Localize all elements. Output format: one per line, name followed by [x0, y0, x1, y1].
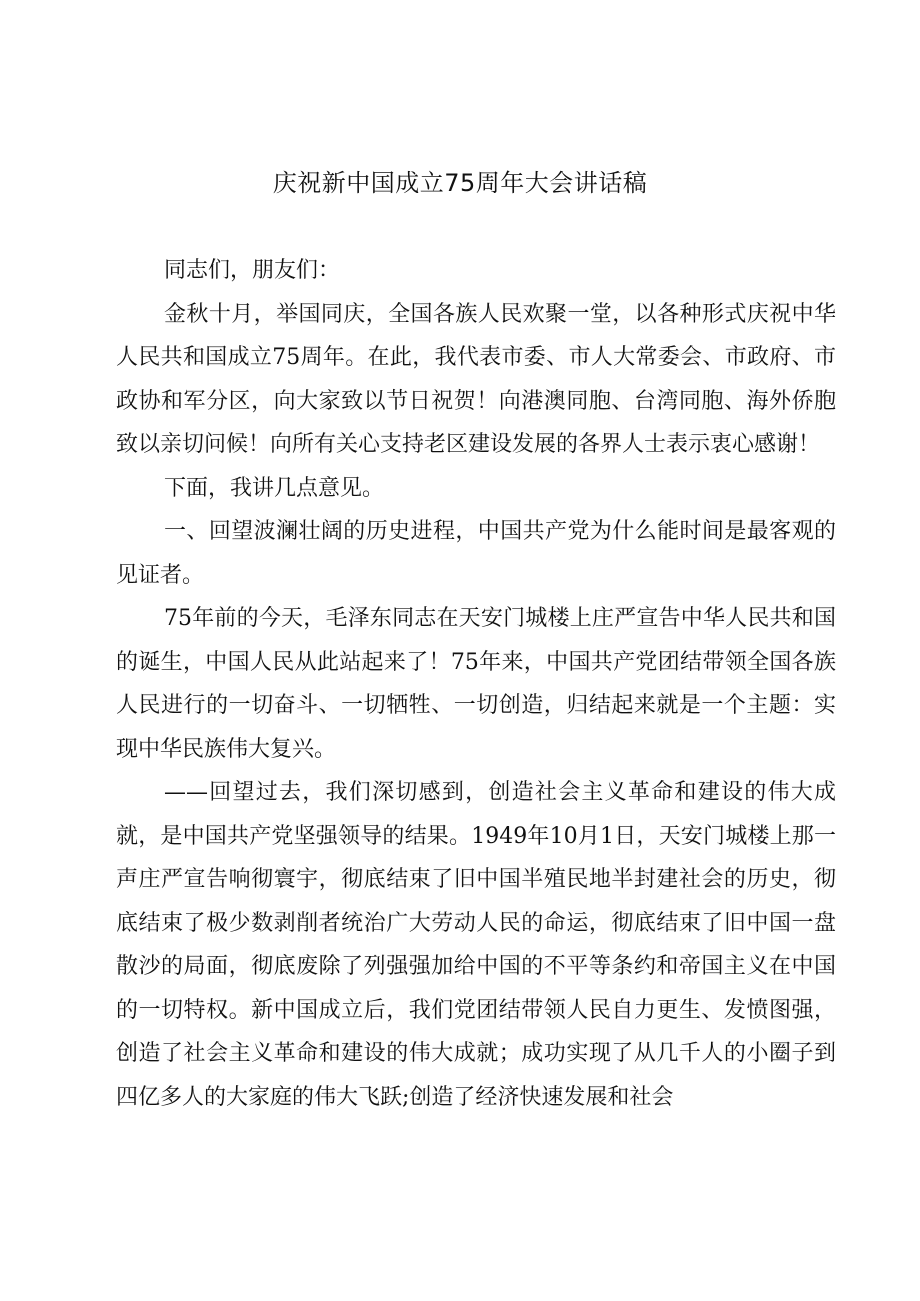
- paragraph-intro: 下面，我讲几点意见。: [164, 475, 385, 501]
- document-title: 庆祝新中国成立75周年大会讲话稿: [272, 169, 648, 197]
- paragraph-salutation: 同志们，朋友们：: [164, 258, 341, 283]
- document-body: [116, 249, 836, 1119]
- paragraph-greeting: 金秋十月，举国同庆，全国各族人民欢聚一堂，以各种形式庆祝中华人民共和国成立75周年。在此，我代表市委、市人大常委会、市政府、市政协和军分区，向大家致以节日祝贺！向港澳同胞、台湾同胞、海外侨胞致以亲切问候！向所有关心支持老区建设发展的各界人士表示衷心感谢！: [116, 301, 836, 457]
- paragraph-review: ——回望过去，我们深切感到，创造社会主义革命和建设的伟大成就，是中国共产党坚强领导的结果。1949年10月1日，天安门城楼上那一声庄严宣告响彻寰宇，彻底结束了旧中国半殖民地半封建社会的历史，彻底结束了极少数剥削者统治广大劳动人民的命运，彻底结束了旧中国一盘散沙的局面，彻底废除了列强强加给中国的不平等条约和帝国主义在中国的一切特权。新中国成立后，我们党团结带领人民自力更生、发愤图强，创造了社会主义革命和建设的伟大成就；成功实现了从几千人的小圈子到四亿多人的大家庭的伟大飞跃;创造了经济快速发展和社会: [116, 780, 836, 1110]
- paragraph-history: 75年前的今天，毛泽东同志在天安门城楼上庄严宣告中华人民共和国的诞生，中国人民从此站起来了！75年来，中国共产党团结带领全国各族人民进行的一切奋斗、一切牺牲、一切创造，归结起来就是一个主题：实现中华民族伟大复兴。: [116, 606, 836, 762]
- paragraph-section-heading: 一、回望波澜壮阔的历史进程，中国共产党为什么能时间是最客观的见证者。: [116, 519, 836, 588]
